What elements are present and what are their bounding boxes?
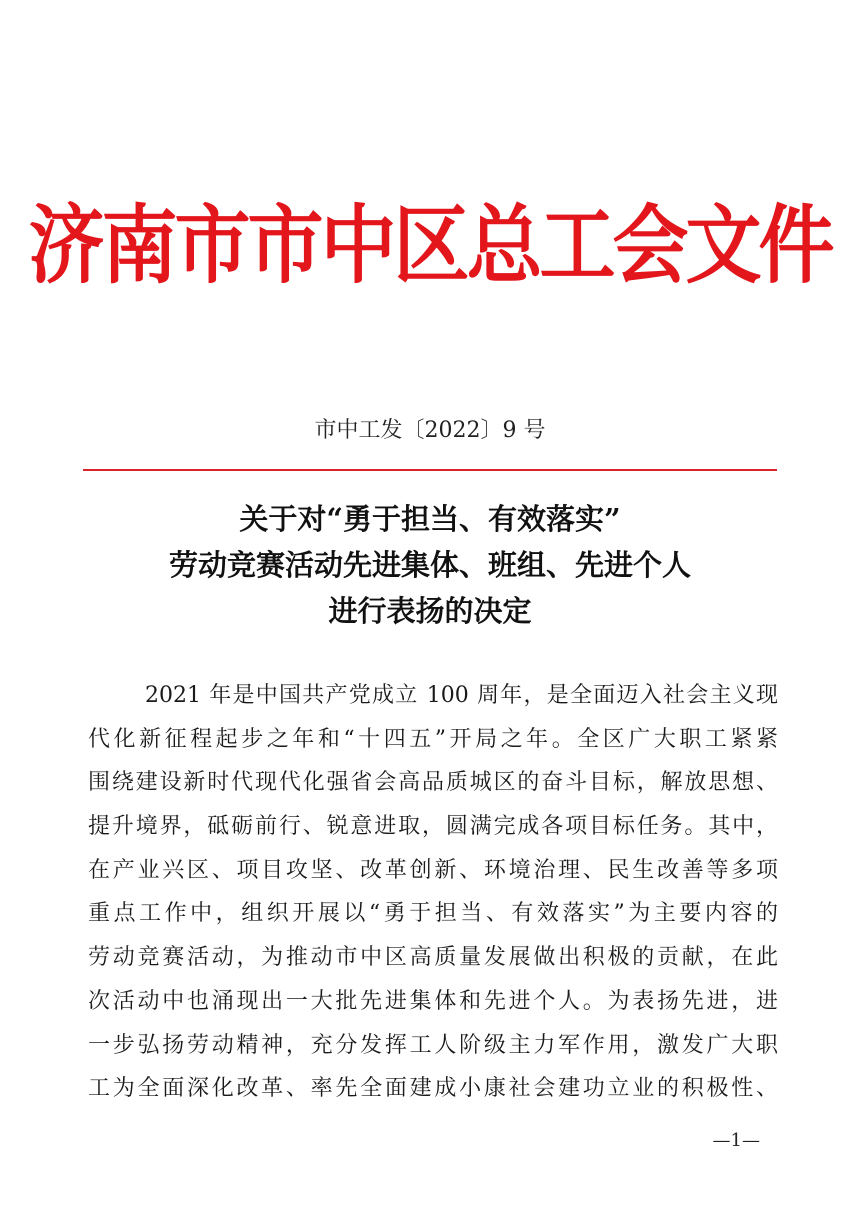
red-separator-line xyxy=(83,469,777,471)
body-paragraph xyxy=(88,674,778,1111)
body-line: 2021 年是中国共产党成立 100 周年，是全面迈入社会主义现 xyxy=(145,683,778,708)
body-line: 工为全面深化改革、率先全面建成小康社会建功立业的积极性、 xyxy=(88,1076,778,1102)
body-line: 劳动竞赛活动，为推动市中区高质量发展做出积极的贡献，在此 xyxy=(88,945,778,971)
body-line: 次活动中也涌现出一大批先进集体和先进个人。为表扬先进，进 xyxy=(88,988,778,1014)
title-line: 关于对“勇于担当、有效落实” xyxy=(239,502,621,536)
document-title xyxy=(0,496,860,634)
title-line: 进行表扬的决定 xyxy=(328,594,532,628)
body-line: 一步弘扬劳动精神，充分发挥工人阶级主力军作用，激发广大职 xyxy=(88,1032,778,1058)
title-line: 劳动竞赛活动先进集体、班组、先进个人 xyxy=(168,548,691,582)
body-line: 代化新征程起步之年和“十四五”开局之年。全区广大职工紧紧 xyxy=(88,726,778,752)
issuer-masthead: 济南市市中区总工会文件 xyxy=(28,195,832,296)
body-line: 重点工作中，组织开展以“勇于担当、有效落实”为主要内容的 xyxy=(88,901,778,927)
document-number: 市中工发〔2022〕9 号 xyxy=(314,418,546,443)
body-line: 提升境界，砥砺前行、锐意进取，圆满完成各项目标任务。其中， xyxy=(88,814,778,840)
body-line: 在产业兴区、项目攻坚、改革创新、环境治理、民生改善等多项 xyxy=(88,857,778,883)
body-line: 围绕建设新时代现代化强省会高品质城区的奋斗目标，解放思想、 xyxy=(88,770,778,796)
page-number: —1— xyxy=(712,1130,760,1151)
